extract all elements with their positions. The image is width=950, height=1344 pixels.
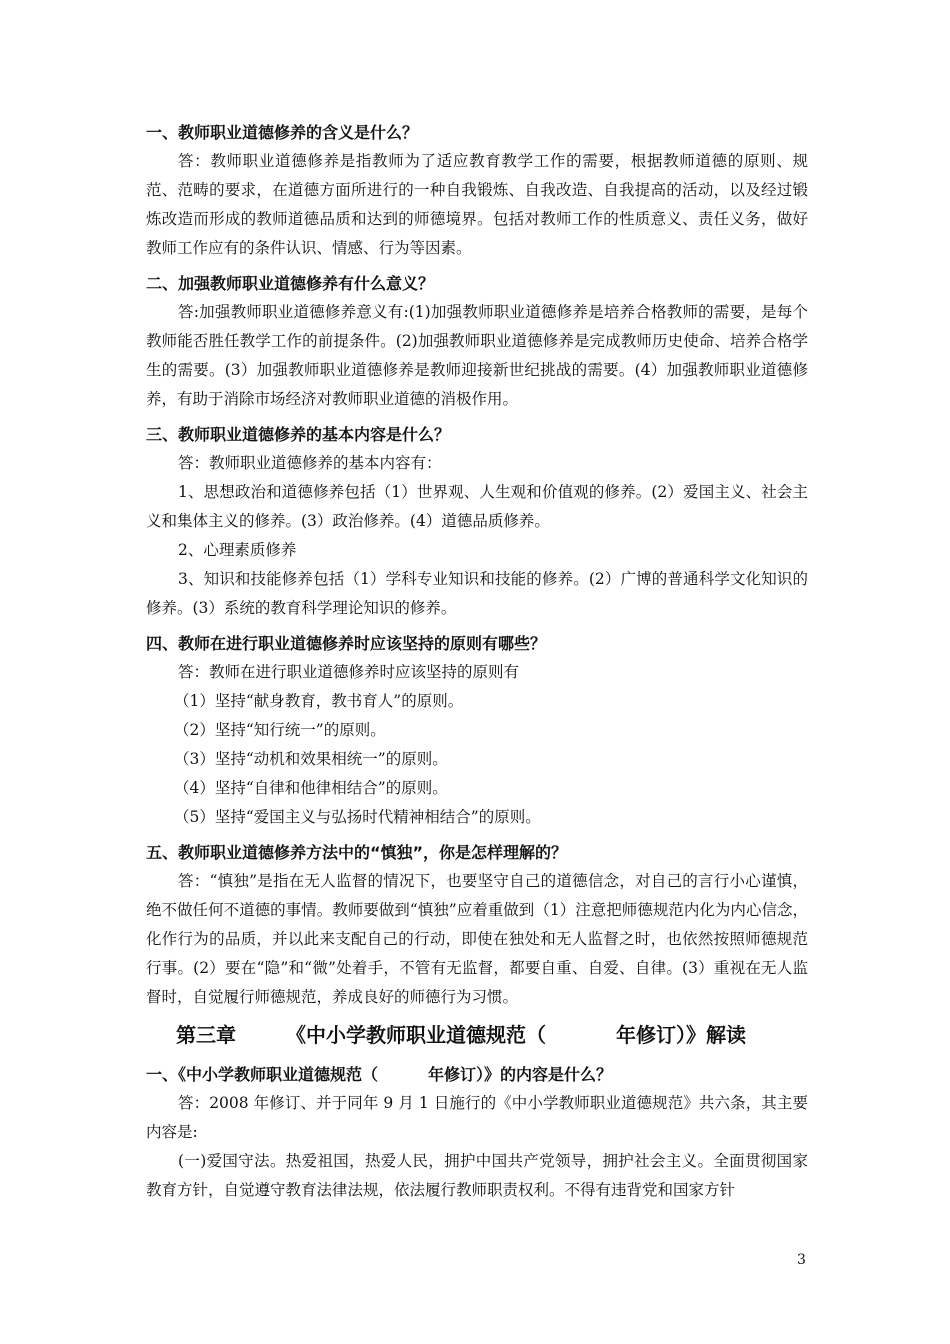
- section-heading: 三、教师职业道德修养的基本内容是什么？: [146, 425, 451, 444]
- paragraph: 答：“慎独”是指在无人监督的情况下，也要坚守自己的道德信念，对自己的言行小心谨慎，绝不做任何不道德的事情。教师要做到“慎独”应着重做到（1）注意把师德规范内化为内心信念，化作行为的品质，并以此来支配自己的行动，即使在独处和无人监督之时，也依然按照师德规范行事。(2）要在“隐”和“微”处着手，不管有无监督，都要自重、自爱、自律。(3）重视在无人监督时，自觉履行师德规范，养成良好的师德行为习惯。: [146, 872, 808, 1006]
- section-heading: 四、教师在进行职业道德修养时应该坚持的原则有哪些？: [146, 634, 547, 653]
- section-heading: 一、教师职业道德修养的含义是什么？: [146, 123, 419, 142]
- section-3: [146, 420, 808, 623]
- paragraph: 答：2008 年修订、并于同年 9 月 1 日施行的《中小学教师职业道德规范》共六条，其主要内容是:: [146, 1094, 808, 1141]
- paragraph: 答：教师职业道德修养是指教师为了适应教育教学工作的需要，根据教师道德的原则、规范、范畴的要求，在道德方面所进行的一种自我锻炼、自我改造、自我提高的活动，以及经过锻炼改造而形成的教师道德品质和达到的师德境界。包括对教师工作的性质意义、责任义务，做好教师工作应有的条件认识、情感、行为等因素。: [146, 152, 808, 257]
- list-item: （5）坚持“爱国主义与弘扬时代精神相结合”的原则。: [174, 808, 541, 826]
- section-1: [146, 118, 808, 263]
- paragraph: 2、心理素质修养: [178, 541, 297, 559]
- section-heading: 一、《中小学教师职业道德规范（ 年修订）》的内容是什么？: [146, 1065, 613, 1084]
- section-heading: 二、加强教师职业道德修养有什么意义？: [146, 274, 435, 293]
- chapter-title-text: 《中小学教师职业道德规范（: [286, 1023, 546, 1047]
- list-item: （4）坚持“自律和他律相结合”的原则。: [174, 779, 448, 797]
- paragraph: 3、知识和技能修养包括（1）学科专业知识和技能的修养。(2）广博的普通科学文化知识的修养。(3）系统的教育科学理论知识的修养。: [146, 570, 808, 617]
- chapter-title-suffix: 年修订）》解读: [616, 1023, 746, 1047]
- list-item: （3）坚持“动机和效果相统一”的原则。: [174, 750, 448, 768]
- chapter-section-1: [146, 1060, 808, 1205]
- paragraph: 答：教师职业道德修养的基本内容有：: [178, 454, 442, 472]
- section-heading: 五、教师职业道德修养方法中的“慎独”，你是怎样理解的？: [146, 843, 568, 862]
- page-body: [146, 112, 808, 1205]
- page-number: 3: [797, 1252, 806, 1268]
- paragraph: 1、思想政治和道德修养包括（1）世界观、人生观和价值观的修养。(2）爱国主义、社会主义和集体主义的修养。(3）政治修养。(4）道德品质修养。: [146, 483, 808, 530]
- section-5: [146, 838, 808, 1012]
- paragraph: 答:加强教师职业道德修养意义有:(1)加强教师职业道德修养是培养合格教师的需要，是每个教师能否胜任教学工作的前提条件。(2)加强教师职业道德修养是完成教师历史使命、培养合格学生的需要。(3）加强教师职业道德修养是教师迎接新世纪挑战的需要。(4）加强教师职业道德修养，有助于消除市场经济对教师职业道德的消极作用。: [146, 303, 808, 408]
- section-4: [146, 629, 808, 832]
- chapter-number: 第三章: [176, 1023, 236, 1047]
- paragraph: (一)爱国守法。热爱祖国，热爱人民，拥护中国共产党领导，拥护社会主义。全面贯彻国家教育方针，自觉遵守教育法律法规，依法履行教师职责权利。不得有违背党和国家方针: [146, 1152, 808, 1199]
- list-item: （2）坚持“知行统一”的原则。: [174, 721, 386, 739]
- list-item: （1）坚持“献身教育，教书育人”的原则。: [174, 692, 464, 710]
- chapter-title: [176, 1016, 808, 1054]
- paragraph: 答：教师在进行职业道德修养时应该坚持的原则有: [178, 663, 520, 681]
- section-2: [146, 269, 808, 414]
